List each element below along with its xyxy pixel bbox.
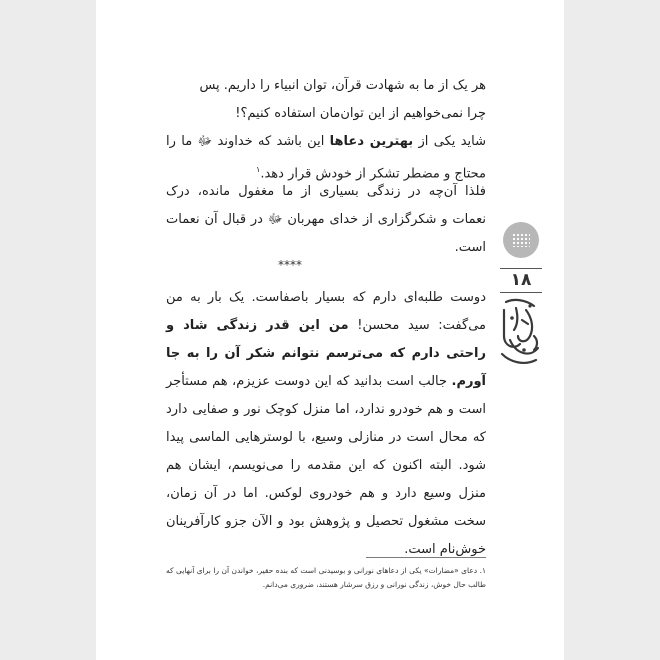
paragraph-1-line-1: هر یک از ما به شهادت قرآن، توان انبیاء را داریم. پس: [199, 78, 486, 93]
page-number-rule-bottom: [500, 292, 542, 293]
paragraph-2-text-start: شاید یکی از: [413, 134, 486, 149]
paragraph-1: [166, 72, 486, 128]
paragraph-2-bold: بهترین دعاها: [329, 134, 414, 149]
footnote-marker: ۱: [256, 165, 261, 174]
dot-grid: [512, 233, 530, 247]
page-number-rule-top: [500, 268, 542, 269]
paragraph-1-line-2: چرا نمی‌خواهیم از این توان‌مان استفاده کنیم؟!: [235, 106, 486, 121]
paragraph-4-text-end: جالب است بدانید که این دوست عزیزم، هم مستأجر است و هم خودرو ندارد، اما منزل کوچک نور و صفایی دارد که محال است در منازلی وسیع، با لوسترهایی الماسی پیدا شود. البته اکنون که این مقدمه را می‌نویسم، ایشان هم منزل وسیع دارد و هم خودروی لوکس. اما در آن زمان، سخت مشغول تحصیل و پژوهش بود و الآن جزو کارآفرینان خوش‌نام است.: [166, 374, 486, 557]
paragraph-4-bold: من این قدر زندگی شاد و راحتی دارم که می‌ترسم نتوانم شکر آن را به جا آورم.: [166, 318, 486, 389]
footnote-divider: [366, 557, 486, 558]
section-separator: ****: [278, 258, 302, 272]
paragraph-4: [166, 284, 486, 564]
book-page: [96, 0, 564, 660]
page-number: ۱۸: [510, 270, 532, 290]
paragraph-4-text-start: دوست طلبه‌ای دارم که بسیار باصفاست. یک بار به من می‌گفت: سید محسن!: [166, 290, 486, 333]
paragraph-2-text-end: این باشد که خداوند ﷻ ما را محتاج و مضطر تشکر از خودش قرار دهد.: [166, 134, 486, 182]
calligraphy-logo-icon: [496, 296, 544, 370]
dotted-circle-icon: [503, 222, 539, 258]
paragraph-3-text: فلذا آن‌چه در زندگی بسیاری از ما مغفول مانده، درک نعمات و شکرگزاری از خدای مهربان ﷻ در قبال آن نعمات است.: [166, 184, 486, 255]
paragraph-3: [166, 178, 486, 262]
footnote: ۱. دعای «مضارات» یکی از دعاهای نورانی و بوسیدنی است که بنده حقیر، خواندن آن را برای آنهایی که طالب حال خوش، زندگی نورانی و رزق سرشار هستند، ضروری می‌دانم.: [166, 566, 486, 589]
